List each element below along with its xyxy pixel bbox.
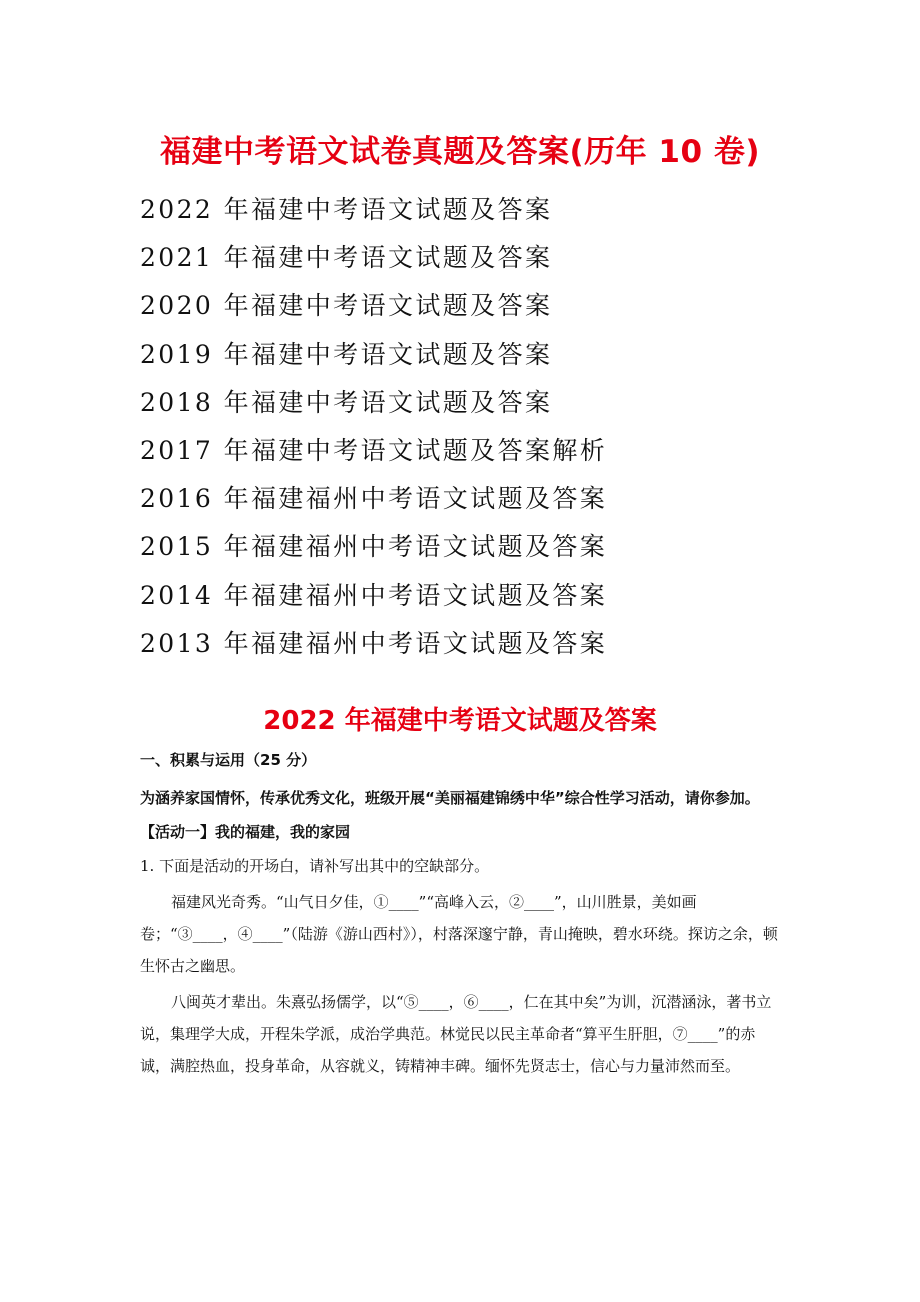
toc-item-2019: 2019 年福建中考语文试题及答案 (140, 339, 553, 369)
toc-item-2016: 2016 年福建福州中考语文试题及答案 (140, 484, 608, 514)
question-1: 1. 下面是活动的开场白，请补写出其中的空缺部分。 (140, 857, 490, 875)
intro-paragraph: 为涵养家国情怀，传承优秀文化，班级开展“美丽福建锦绣中华”综合性学习活动，请你参加。 (140, 789, 760, 807)
paragraph-talents: 八闽英才辈出。朱熹弘扬儒学，以“⑤____，⑥____，仁在其中矣”为训，沉潜涵泳，著书立说，集理学大成，开程朱学派，成治学典范。林觉民以民主革命者“算平生肝胆，⑦____”的赤诚，满腔热血，投身革命，从容就义，铸精神丰碑。缅怀先贤志士，信心与力量沛然而至。 (140, 993, 772, 1075)
paragraph-scenery: 福建风光奇秀。“山气日夕佳，①____”“高峰入云，②____”，山川胜景，美如画卷；“③____，④____”（陆游《游山西村》），村落深邃宁静，青山掩映，碧水环绕。探访之余，顿生怀古之幽思。 (140, 893, 778, 975)
toc-item-2022: 2022 年福建中考语文试题及答案 (140, 195, 553, 224)
toc-item-2015: 2015 年福建福州中考语文试题及答案 (140, 532, 608, 562)
document-main-title: 福建中考语文试卷真题及答案(历年 10 卷) (159, 134, 761, 170)
part-heading: 一、积累与运用（25 分） (140, 751, 317, 769)
exam-content (140, 744, 780, 1082)
toc-item-2021: 2021 年福建中考语文试题及答案 (140, 243, 553, 273)
activity-heading: 【活动一】我的福建，我的家园 (140, 823, 351, 841)
toc-item-2017: 2017 年福建中考语文试题及答案解析 (140, 435, 608, 465)
toc-item-2018: 2018 年福建中考语文试题及答案 (140, 387, 553, 417)
toc-item-2014: 2014 年福建福州中考语文试题及答案 (140, 580, 608, 610)
toc-item-2013: 2013 年福建福州中考语文试题及答案 (140, 628, 608, 658)
toc-item-2020: 2020 年福建中考语文试题及答案 (140, 291, 553, 321)
section-title: 2022 年福建中考语文试题及答案 (263, 706, 657, 736)
table-of-contents (140, 188, 607, 670)
